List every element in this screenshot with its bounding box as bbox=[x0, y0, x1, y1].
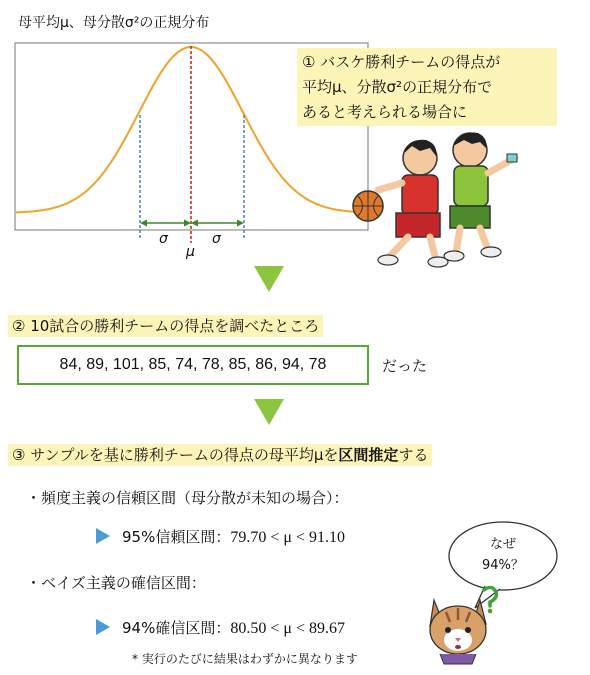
flow-arrow-2 bbox=[254, 399, 284, 425]
speech-line1: なぜ bbox=[490, 537, 517, 552]
mu-label: μ bbox=[186, 244, 195, 260]
frequentist-bullet: ・頻度主義の信頼区間（母分散が未知の場合）： bbox=[26, 489, 349, 507]
run-variation-note: * 実行のたびに結果はわずかに異なります bbox=[132, 652, 358, 666]
step1-line3: あると考えられる場合に bbox=[302, 103, 468, 121]
score-values: 84, 89, 101, 85, 74, 78, 85, 86, 94, 78 bbox=[59, 356, 327, 373]
confidence-interval-label: 95%信頼区間： bbox=[122, 528, 231, 546]
step3-text bbox=[8, 444, 432, 466]
bayesian-bullet: ・ベイズ主義の確信区間： bbox=[26, 574, 206, 592]
step1-line2: 平均μ、分散σ²の正規分布で bbox=[302, 78, 493, 96]
step3-suffix: する bbox=[398, 446, 429, 464]
step3-prefix: ③ サンプルを基に勝利チームの得点の母平均μを bbox=[12, 446, 339, 464]
page-title: 母平均μ、母分散σ²の正規分布 bbox=[18, 15, 210, 31]
step3-bold: 区間推定 bbox=[338, 446, 399, 464]
speech-line2: 94%？ bbox=[482, 558, 524, 573]
credible-interval bbox=[122, 617, 345, 638]
sigma-right-label: σ bbox=[212, 231, 221, 247]
cat-icon bbox=[426, 586, 506, 670]
credible-interval-label: 94%確信区間： bbox=[122, 619, 231, 637]
sigma-left-label: σ bbox=[159, 231, 168, 247]
flow-arrow-1 bbox=[254, 266, 284, 292]
data-suffix: だった bbox=[382, 357, 428, 375]
basketball-players-illustration bbox=[350, 128, 540, 272]
step1-text bbox=[297, 48, 557, 126]
confidence-interval-value: 79.70 < μ < 91.10 bbox=[230, 529, 345, 546]
step2-text: ② 10試合の勝利チームの得点を調べたところ bbox=[8, 315, 323, 337]
bayesian-pointer-icon bbox=[96, 619, 110, 635]
step1-line1: ① バスケ勝利チームの得点が bbox=[302, 53, 501, 71]
confidence-interval bbox=[122, 526, 345, 547]
frequentist-pointer-icon bbox=[96, 528, 110, 544]
credible-interval-value: 80.50 < μ < 89.67 bbox=[230, 620, 345, 637]
score-data-box bbox=[17, 345, 369, 385]
